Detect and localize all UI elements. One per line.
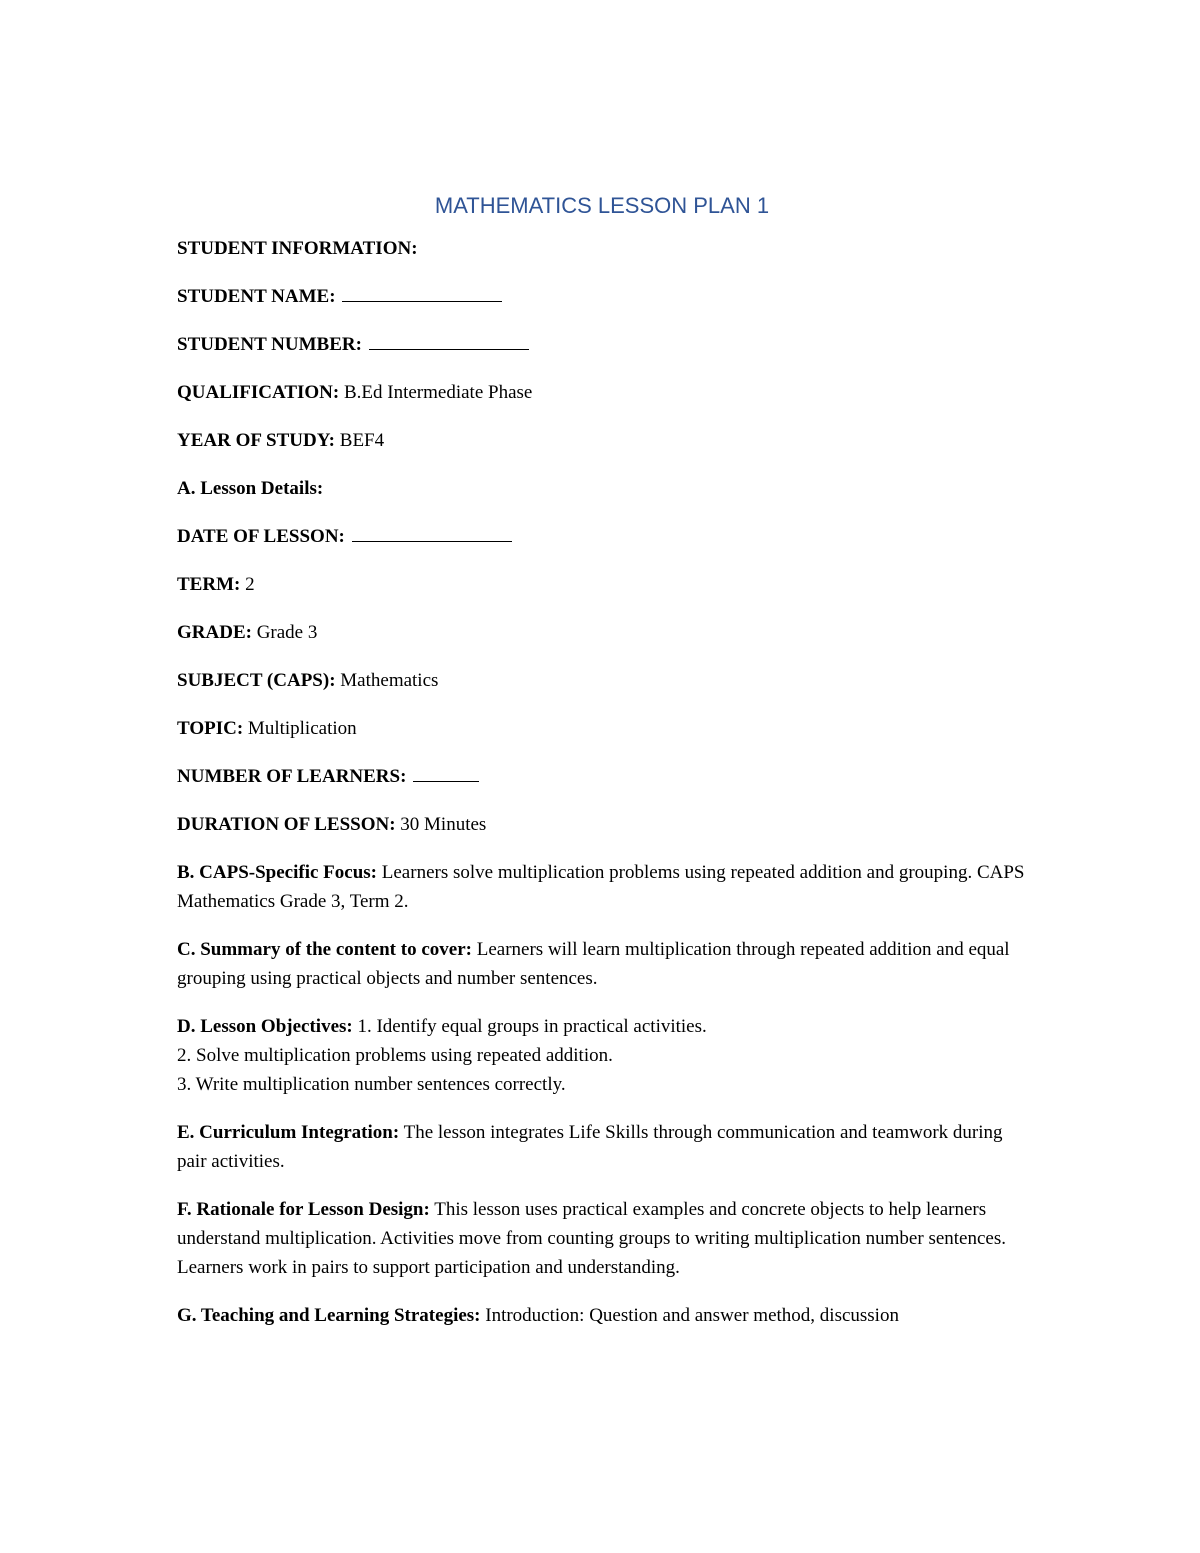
year-of-study-line [177, 426, 1027, 455]
summary-text: Learners will learn multiplication through repeated addition and equal grouping using practical objects and number sentences. [177, 939, 1010, 989]
curriculum-integration-text: The lesson integrates Life Skills through communication and teamwork during pair activities. [177, 1122, 1003, 1172]
caps-focus-label: B. CAPS-Specific Focus: [177, 862, 378, 883]
date-of-lesson-label: DATE OF LESSON: [177, 526, 345, 547]
term-value: 2 [245, 574, 255, 595]
subject-label: SUBJECT (CAPS): [177, 670, 336, 691]
grade-line [177, 618, 1027, 647]
term-label: TERM: [177, 574, 241, 595]
objective-item: 2. Solve multiplication problems using repeated addition. [177, 1045, 613, 1066]
student-number-label: STUDENT NUMBER: [177, 334, 362, 355]
student-number-blank [369, 330, 529, 350]
grade-value: Grade 3 [256, 622, 318, 643]
rationale-text: This lesson uses practical examples and concrete objects to help learners understand multiplication. Activities move from counting groups to writing multiplication number sentences. Learners work in pairs to support participation and understanding. [177, 1199, 1006, 1278]
objectives-section [177, 1012, 1027, 1099]
student-name-line [177, 282, 1027, 311]
curriculum-integration-label: E. Curriculum Integration: [177, 1122, 400, 1143]
qualification-label: QUALIFICATION: [177, 382, 340, 403]
number-of-learners-label: NUMBER OF LEARNERS: [177, 766, 407, 787]
number-of-learners-blank [413, 762, 479, 782]
student-number-line [177, 330, 1027, 359]
caps-focus-section [177, 858, 1027, 916]
document-body [177, 190, 1027, 1349]
strategies-text: Introduction: Question and answer method, discussion [485, 1305, 899, 1326]
student-information-heading: STUDENT INFORMATION: [177, 238, 418, 259]
term-line [177, 570, 1027, 599]
year-of-study-label: YEAR OF STUDY: [177, 430, 336, 451]
objective-item: 1. Identify equal groups in practical activities. [357, 1016, 707, 1037]
date-of-lesson-line [177, 522, 1027, 551]
year-of-study-value: BEF4 [339, 430, 385, 451]
duration-line [177, 810, 1027, 839]
objective-item: 3. Write multiplication number sentences correctly. [177, 1074, 566, 1095]
qualification-value: B.Ed Intermediate Phase [343, 382, 533, 403]
qualification-line [177, 378, 1027, 407]
curriculum-integration-section [177, 1118, 1027, 1176]
duration-label: DURATION OF LESSON: [177, 814, 396, 835]
rationale-section [177, 1195, 1027, 1282]
student-name-blank [342, 282, 502, 302]
topic-line [177, 714, 1027, 743]
summary-section [177, 935, 1027, 993]
grade-label: GRADE: [177, 622, 252, 643]
subject-line [177, 666, 1027, 695]
topic-value: Multiplication [247, 718, 357, 739]
summary-label: C. Summary of the content to cover: [177, 939, 472, 960]
page-title: MATHEMATICS LESSON PLAN 1 [434, 193, 770, 218]
date-of-lesson-blank [352, 522, 512, 542]
topic-label: TOPIC: [177, 718, 244, 739]
rationale-label: F. Rationale for Lesson Design: [177, 1199, 430, 1220]
strategies-section [177, 1301, 1027, 1330]
objectives-label: D. Lesson Objectives: [177, 1016, 353, 1037]
strategies-label: G. Teaching and Learning Strategies: [177, 1305, 481, 1326]
number-of-learners-line [177, 762, 1027, 791]
subject-value: Mathematics [340, 670, 439, 691]
duration-value: 30 Minutes [400, 814, 487, 835]
caps-focus-text: Learners solve multiplication problems using repeated addition and grouping. CAPS Mathematics Grade 3, Term 2. [177, 862, 1025, 912]
lesson-details-heading: A. Lesson Details: [177, 478, 324, 499]
student-name-label: STUDENT NAME: [177, 286, 336, 307]
